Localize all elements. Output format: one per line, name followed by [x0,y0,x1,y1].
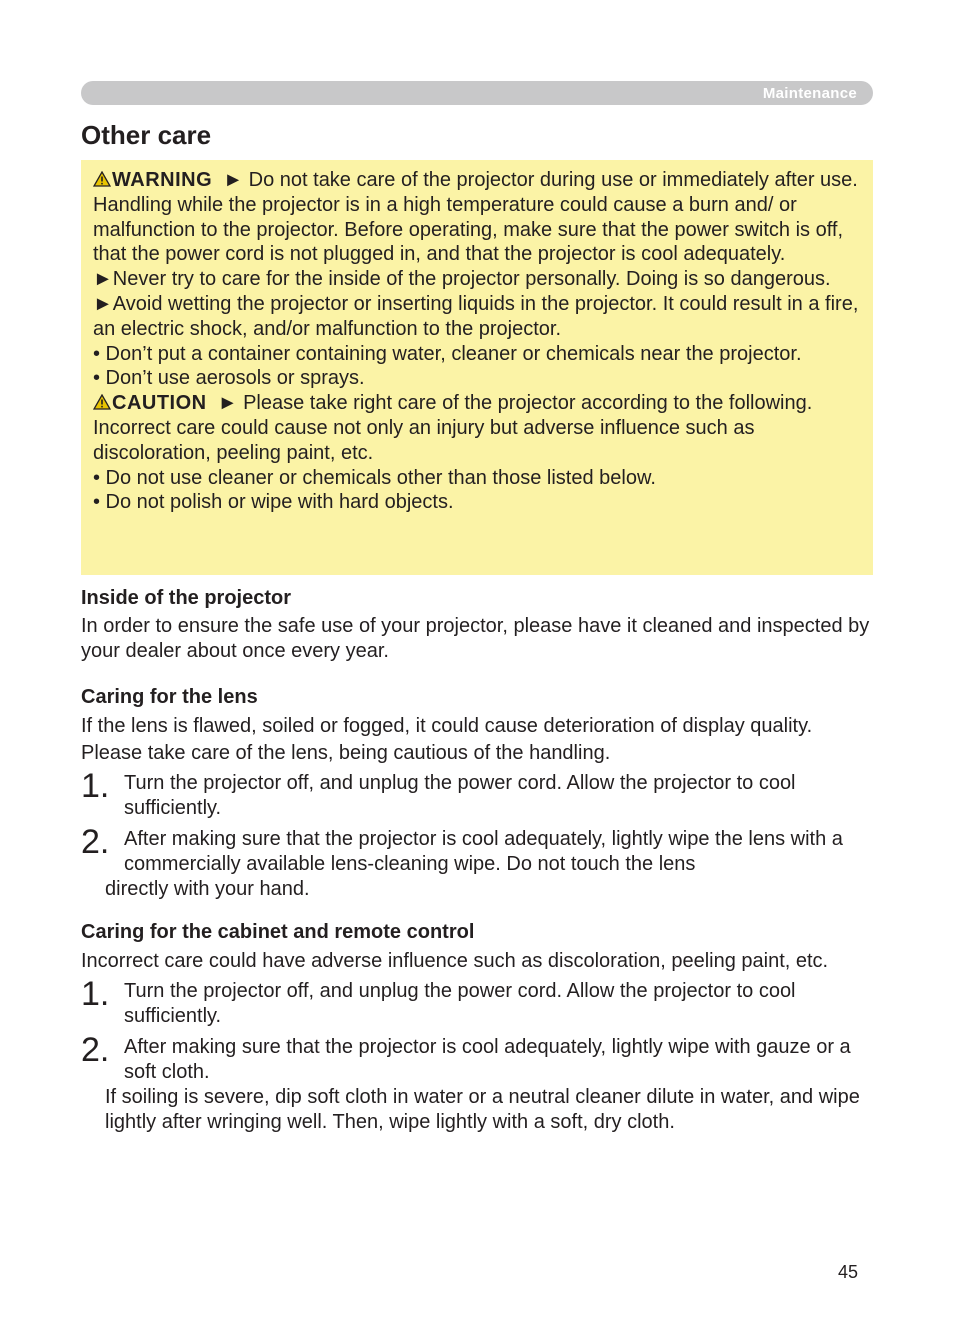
step-item [81,823,876,877]
page-title: Other care [81,120,212,150]
step-text: After making sure that the projector is cool adequately, lightly wipe the lens with a commercially available lens-cleaning wipe. Do not touch the lens [124,828,843,875]
warning-item: ►Avoid wetting the projector or inserting liquids in the projector. It could result in a fire, an electric shock, and/or malfunction to the projector. [93,292,859,340]
warning-label: WARNING [112,169,213,191]
step-number: 2. [81,823,110,861]
caution-triangle-icon [93,394,111,410]
step-item [81,1031,876,1085]
step-continuation: If soiling is severe, dip soft cloth in water or a neutral cleaner dilute in water, and wipe lightly after wringing well. Then, wipe lightly with a soft, dry cloth. [105,1086,860,1133]
step-text: Turn the projector off, and unplug the power cord. Allow the projector to cool sufficiently. [124,980,796,1027]
section-caring-lens [81,685,876,902]
warning-box [81,160,873,575]
warning-triangle-icon [93,171,111,187]
step-text: After making sure that the projector is cool adequately, lightly wipe with gauze or a soft cloth. [124,1036,851,1083]
step-item [81,975,876,1029]
section-caring-cabinet [81,920,876,1135]
section-heading: Caring for the cabinet and remote control [81,921,475,943]
step-text: Turn the projector off, and unplug the power cord. Allow the projector to cool sufficiently. [124,772,796,819]
step-number: 2. [81,1031,110,1069]
caution-label: CAUTION [112,392,207,415]
section-heading: Inside of the projector [81,587,292,609]
step-continuation: directly with your hand. [105,878,310,900]
section-label: Maintenance [762,85,857,102]
step-item [81,767,876,821]
page-number: 45 [838,1262,859,1282]
warning-text: ► Do not take care of the projector during use or immediately after use. Handling while the projector is in a high temperature could cause a burn and/ or malfunction to the projector. Before operating, make sure that the power switch is off, that the power cord is not plugged in, and that the projector is cool adequately. [93,169,858,266]
section-heading: Caring for the lens [81,686,258,708]
caution-text: ► Please take right care of the projector according to the following. Incorrect care could cause not only an injury but adverse influence such as discoloration, peeling paint, etc. [93,392,813,464]
step-number: 1. [81,767,110,805]
caution-bullet: • Do not use cleaner or chemicals other than those listed below. [93,466,656,489]
warning-item: ►Never try to care for the inside of the projector personally. Doing is so dangerous. [93,268,831,291]
warning-paragraph [93,168,863,267]
caution-paragraph [93,391,863,465]
section-body: Incorrect care could have adverse influence such as discoloration, peeling paint, etc. [81,950,829,972]
warning-bullet: • Don’t use aerosols or sprays. [93,367,365,390]
caution-bullet: • Do not polish or wipe with hard objects. [93,491,454,514]
section-body: If the lens is flawed, soiled or fogged, it could cause deterioration of display quality. Please take care of the lens, being cautious of the handling. [81,715,813,764]
section-body: In order to ensure the safe use of your projector, please have it cleaned and inspected by your dealer about once every year. [81,615,870,662]
step-number: 1. [81,975,110,1013]
section-inside-projector [81,586,876,664]
section-header-bar [81,81,873,105]
warning-bullet: • Don’t put a container containing water, cleaner or chemicals near the projector. [93,342,802,365]
